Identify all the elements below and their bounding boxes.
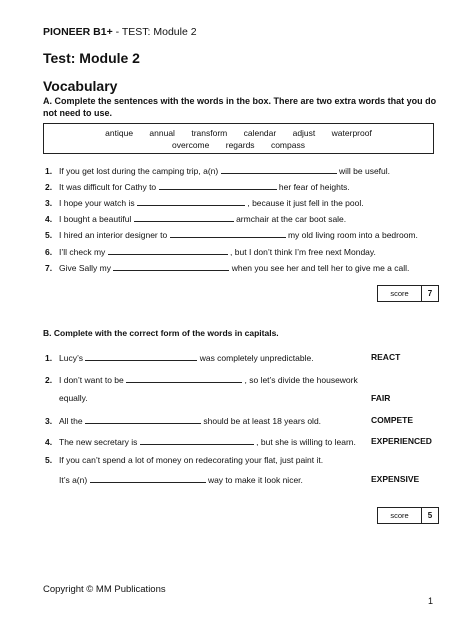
question-b5: 5. If you can’t spend a lot of money on redecorating your flat, just paint it. [45, 455, 324, 465]
score-box-a [377, 285, 439, 302]
question-b3: 3. All the should be at least 18 years old. [45, 416, 322, 426]
answer-blank[interactable] [137, 197, 245, 206]
word-box-row-1 [44, 128, 433, 138]
score-label: score [378, 508, 422, 523]
part-b-instruction: B. Complete with the correct form of the words in capitals. [43, 328, 279, 338]
answer-blank[interactable] [140, 436, 254, 445]
question-a5: 5. I hired an interior designer to my old living room into a bedroom. [45, 230, 418, 240]
answer-blank[interactable] [221, 165, 337, 174]
word-box-word: adjust [292, 128, 316, 138]
score-label: score [378, 286, 422, 301]
word-box-word: calendar [243, 128, 277, 138]
capital-word: FAIR [371, 393, 391, 403]
capital-word: COMPETE [371, 415, 414, 425]
question-a4: 4. I bought a beautiful armchair at the car boot sale. [45, 214, 347, 224]
score-total: 7 [427, 289, 433, 298]
word-box-word: waterproof [331, 128, 372, 138]
word-box-row-2 [44, 140, 433, 150]
answer-blank[interactable] [108, 246, 228, 255]
score-total: 5 [427, 511, 433, 520]
question-b2: 2. I don’t want to be , so let’s divide the housework [45, 375, 358, 385]
answer-blank[interactable] [159, 181, 277, 190]
capital-word: REACT [371, 352, 401, 362]
question-a3: 3. I hope your watch is , because it just fell in the pool. [45, 198, 364, 208]
word-box-word: transform [191, 128, 228, 138]
question-b2-continued: equally. [59, 393, 88, 403]
copyright-text: Copyright © MM Publications [43, 584, 166, 595]
question-b5-continued: It’s a(n) way to make it look nicer. [59, 475, 303, 485]
part-a-instruction: A. Complete the sentences with the words in the box. There are two extra words that you do not need to use. [43, 96, 437, 118]
word-box-word: annual [149, 128, 175, 138]
capital-word: EXPENSIVE [371, 474, 420, 484]
question-a2: 2. It was difficult for Cathy to her fear of heights. [45, 182, 350, 192]
answer-blank[interactable] [85, 415, 201, 424]
answer-blank[interactable] [90, 474, 206, 483]
question-b1: 1. Lucy’s was completely unpredictable. [45, 353, 314, 363]
question-a7: 7. Give Sally my when you see her and tell her to give me a call. [45, 263, 410, 273]
page-number: 1 [428, 596, 434, 606]
answer-blank[interactable] [113, 262, 229, 271]
answer-blank[interactable] [170, 229, 286, 238]
brand-name: PIONEER B1+ [43, 26, 113, 38]
word-box [43, 123, 434, 154]
word-box-word: regards [225, 140, 255, 150]
answer-blank[interactable] [85, 352, 197, 361]
header-subtitle: - TEST: Module 2 [112, 26, 197, 38]
page-header [43, 26, 197, 38]
question-a6: 6. I’ll check my , but I don’t think I’m free next Monday. [45, 247, 376, 257]
word-box-word: antique [105, 128, 134, 138]
question-b4: 4. The new secretary is , but she is willing to learn. [45, 437, 356, 447]
word-box-word: overcome [172, 140, 210, 150]
answer-blank[interactable] [134, 213, 234, 222]
answer-blank[interactable] [126, 374, 242, 383]
word-box-word: compass [270, 140, 305, 150]
capital-word: EXPERIENCED [371, 436, 432, 446]
question-a1: 1. If you get lost during the camping trip, a(n) will be useful. [45, 166, 391, 176]
page-title: Test: Module 2 [43, 50, 140, 66]
score-box-b [377, 507, 439, 524]
section-heading: Vocabulary [43, 78, 118, 94]
